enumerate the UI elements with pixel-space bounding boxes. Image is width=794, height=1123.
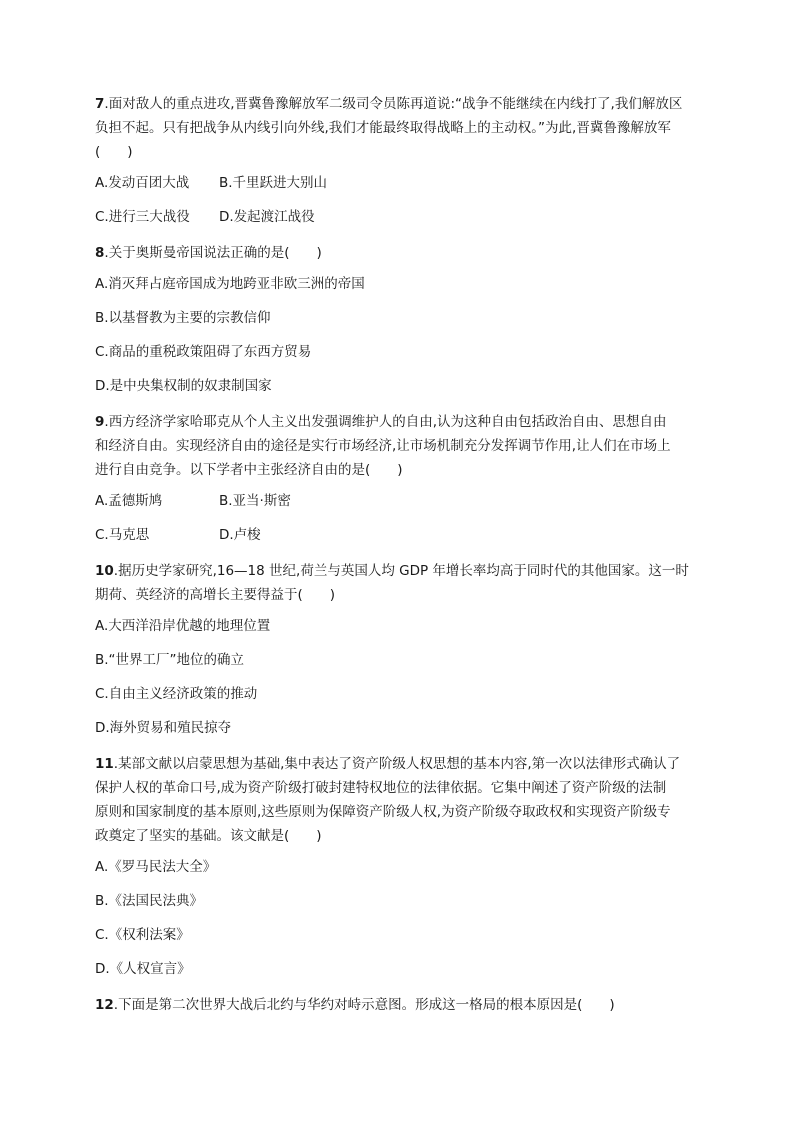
option-b[interactable]: B.“世界工厂”地位的确立: [95, 652, 245, 668]
option-c[interactable]: C.自由主义经济政策的推动: [95, 686, 258, 702]
stem-line: ( ): [95, 144, 133, 160]
question-number: 11: [95, 756, 114, 772]
stem-line: .西方经济学家哈耶克从个人主义出发强调维护人的自由,认为这种自由包括政治自由、思想自由: [104, 414, 667, 430]
option-row: [95, 491, 700, 511]
question-number: 9: [95, 414, 105, 430]
question-stem: [95, 410, 700, 482]
option-c[interactable]: C.《权利法案》: [95, 927, 190, 943]
option-b[interactable]: B.亚当·斯密: [219, 493, 291, 509]
option-row: [95, 207, 700, 227]
question-11: [95, 752, 700, 979]
option-a[interactable]: A.孟德斯鸠: [95, 493, 163, 509]
option-d[interactable]: D.卢梭: [219, 527, 261, 543]
stem-line: 进行自由竞争。以下学者中主张经济自由的是( ): [95, 462, 403, 478]
question-number: 10: [95, 563, 114, 579]
stem-line: .关于奥斯曼帝国说法正确的是( ): [104, 245, 322, 261]
question-number: 8: [95, 245, 105, 261]
option-row: [95, 525, 700, 545]
question-stem: [95, 559, 700, 607]
question-10: [95, 559, 700, 738]
option-b[interactable]: B.《法国民法典》: [95, 893, 204, 909]
question-7: [95, 92, 700, 227]
stem-line: .面对敌人的重点进攻,晋冀鲁豫解放军二级司令员陈再道说:“战争不能继续在内线打了,我们解放区: [104, 96, 683, 112]
option-a[interactable]: A.消灭拜占庭帝国成为地跨亚非欧三洲的帝国: [95, 276, 365, 292]
option-d[interactable]: D.《人权宣言》: [95, 961, 191, 977]
option-b[interactable]: B.以基督教为主要的宗教信仰: [95, 310, 271, 326]
question-number: 7: [95, 96, 105, 112]
option-d[interactable]: D.海外贸易和殖民掠夺: [95, 720, 232, 736]
option-c[interactable]: C.马克思: [95, 527, 150, 543]
stem-line: 原则和国家制度的基本原则,这些原则为保障资产阶级人权,为资产阶级夺取政权和实现资产阶级专: [95, 804, 671, 820]
stem-line: 政奠定了坚实的基础。该文献是( ): [95, 828, 322, 844]
question-number: 12: [95, 997, 114, 1013]
question-9: [95, 410, 700, 545]
option-row: [95, 173, 700, 193]
option-a[interactable]: A.大西洋沿岸优越的地理位置: [95, 618, 271, 634]
question-stem: [95, 993, 700, 1017]
option-c[interactable]: C.商品的重税政策阻碍了东西方贸易: [95, 344, 312, 360]
stem-line: .某部文献以启蒙思想为基础,集中表达了资产阶级人权思想的基本内容,第一次以法律形式确认了: [113, 756, 681, 772]
stem-line: 和经济自由。实现经济自由的途径是实行市场经济,让市场机制充分发挥调节作用,让人们在市场上: [95, 438, 671, 454]
option-a[interactable]: A.发动百团大战: [95, 175, 190, 191]
question-8: [95, 241, 700, 396]
stem-line: 保护人权的革命口号,成为资产阶级打破封建特权地位的法律依据。它集中阐述了资产阶级的法制: [95, 780, 667, 796]
stem-line: 负担不起。只有把战争从内线引向外线,我们才能最终取得战略上的主动权。”为此,晋冀鲁豫解放军: [95, 120, 671, 136]
option-d[interactable]: D.是中央集权制的奴隶制国家: [95, 378, 272, 394]
stem-line: .据历史学家研究,16—18 世纪,荷兰与英国人均 GDP 年增长率均高于同时代的其他国家。这一时: [113, 563, 689, 579]
option-c[interactable]: C.进行三大战役: [95, 209, 190, 225]
question-stem: [95, 241, 700, 265]
option-d[interactable]: D.发起渡江战役: [219, 209, 315, 225]
question-12: [95, 993, 700, 1017]
option-a[interactable]: A.《罗马民法大全》: [95, 859, 217, 875]
stem-line: 期荷、英经济的高增长主要得益于( ): [95, 587, 336, 603]
stem-line: .下面是第二次世界大战后北约与华约对峙示意图。形成这一格局的根本原因是( ): [113, 997, 615, 1013]
question-stem: [95, 752, 700, 848]
question-stem: [95, 92, 700, 164]
option-b[interactable]: B.千里跃进大别山: [219, 175, 328, 191]
exam-page: [95, 92, 700, 1026]
